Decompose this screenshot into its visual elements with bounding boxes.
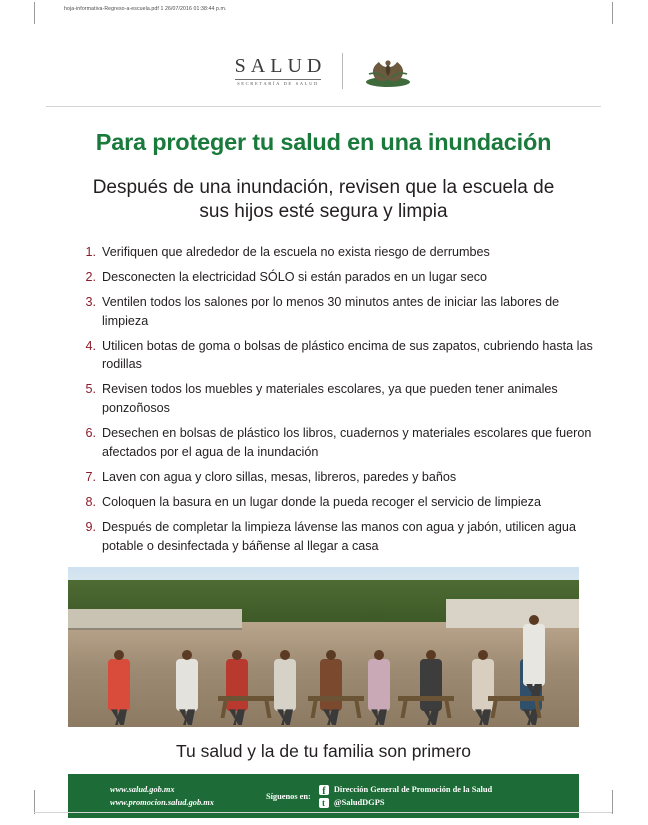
- list-item-number: 8.: [85, 495, 96, 509]
- photo-child: [108, 659, 130, 711]
- list-item: [80, 518, 595, 555]
- twitter-icon[interactable]: [319, 798, 329, 808]
- list-item: [80, 268, 595, 287]
- photo-bench: [218, 696, 274, 718]
- list-item-number: 5.: [85, 382, 96, 397]
- twitter-handle[interactable]: @SaludDGPS: [333, 798, 385, 808]
- crop-mark-bottom-right: [612, 790, 613, 814]
- list-item-text: Revisen todos los muebles y materiales escolares, ya que pueden tener animales ponzoñosos: [102, 382, 558, 415]
- list-item-number: 1.: [85, 244, 96, 259]
- footer-url-secondary[interactable]: www.promocion.salud.gob.mx: [110, 798, 214, 808]
- list-item-number: 7.: [85, 469, 96, 484]
- footer-url-primary[interactable]: www.salud.gob.mx: [110, 785, 175, 795]
- list-item: [80, 380, 595, 417]
- footer-follow-label: Síguenos en:: [265, 791, 311, 801]
- salud-wordmark: SALUD: [234, 54, 327, 77]
- list-item-text: Utilicen botas de goma o bolsas de plástico encima de sus zapatos, cubriendo hasta las rodillas: [102, 338, 593, 372]
- photo-building: [446, 599, 579, 628]
- list-item: [80, 493, 595, 512]
- photo-child: [176, 659, 198, 711]
- photo-bench: [398, 696, 454, 718]
- facebook-handle[interactable]: Dirección General de Promoción de la Salud: [333, 785, 493, 795]
- photo-child: [274, 659, 296, 711]
- crop-mark-top-right: [612, 2, 613, 24]
- print-header-text: hoja-informativa-Regreso-a-escuela.pdf 1 26/07/2016 01:38:44 p.m.: [64, 6, 227, 12]
- header-divider: [46, 106, 601, 107]
- closing-slogan: Tu salud y la de tu familia son primero: [175, 741, 472, 762]
- list-item-text: Desechen en bolsas de plástico los libros, cuadernos y materiales escolares que fueron afectados por el agua de la inundación: [102, 426, 592, 459]
- list-item-number: 4.: [85, 338, 96, 353]
- facebook-row[interactable]: [319, 783, 492, 796]
- logo-row: [34, 48, 613, 94]
- crop-mark-top-left: [34, 2, 35, 24]
- twitter-row[interactable]: [319, 796, 492, 809]
- facebook-icon[interactable]: [319, 785, 329, 795]
- logo-divider: [342, 53, 343, 89]
- footer-urls: [68, 783, 214, 809]
- footer-handles: [319, 783, 492, 809]
- schoolyard-photo: [68, 567, 579, 727]
- list-item: [80, 424, 595, 461]
- page-subtitle: Después de una inundación, revisen que la escuela de sus hijos esté segura y limpia: [92, 177, 555, 223]
- list-item: [80, 468, 595, 487]
- list-item-number: 6.: [85, 426, 96, 441]
- list-item-number: 3.: [85, 294, 96, 309]
- photo-adult: [523, 624, 545, 686]
- photo-wall: [68, 609, 242, 630]
- list-item-text: Desconecten la electricidad SÓLO si están parados en un lugar seco: [102, 269, 488, 284]
- list-item-text: Verifiquen que alrededor de la escuela no exista riesgo de derrumbes: [102, 244, 490, 259]
- photo-bench: [308, 696, 364, 718]
- salud-logo: [230, 56, 327, 87]
- list-item: [80, 337, 595, 374]
- poster-content: [34, 24, 613, 808]
- list-item-number: 2.: [85, 269, 96, 284]
- salud-logo-subtitle: SECRETARÍA DE SALUD: [237, 80, 319, 86]
- list-item: [80, 243, 595, 262]
- list-item-number: 9.: [85, 520, 96, 535]
- steps-list: [34, 243, 613, 556]
- footer-social: [266, 783, 492, 809]
- list-item-text: Laven con agua y cloro sillas, mesas, libreros, paredes y baños: [102, 469, 457, 484]
- list-item: [80, 293, 595, 330]
- page-title: Para proteger tu salud en una inundación: [95, 129, 552, 155]
- salud-logo-rule: [235, 79, 321, 80]
- list-item-text: Coloquen la basura en un lugar donde la pueda recoger el servicio de limpieza: [102, 495, 541, 509]
- photo-bench: [488, 696, 544, 718]
- footer-divider: [34, 812, 612, 813]
- list-item-text: Ventilen todos los salones por lo menos 30 minutos antes de iniciar las labores de limpieza: [102, 294, 560, 328]
- mexico-eagle-icon: [359, 52, 417, 90]
- list-item-text: Después de completar la limpieza lávense las manos con agua y jabón, utilicen agua potable o desinfectada y báñense al llegar a casa: [102, 520, 576, 553]
- photo-child: [368, 659, 390, 711]
- crop-mark-bottom-left: [34, 790, 35, 814]
